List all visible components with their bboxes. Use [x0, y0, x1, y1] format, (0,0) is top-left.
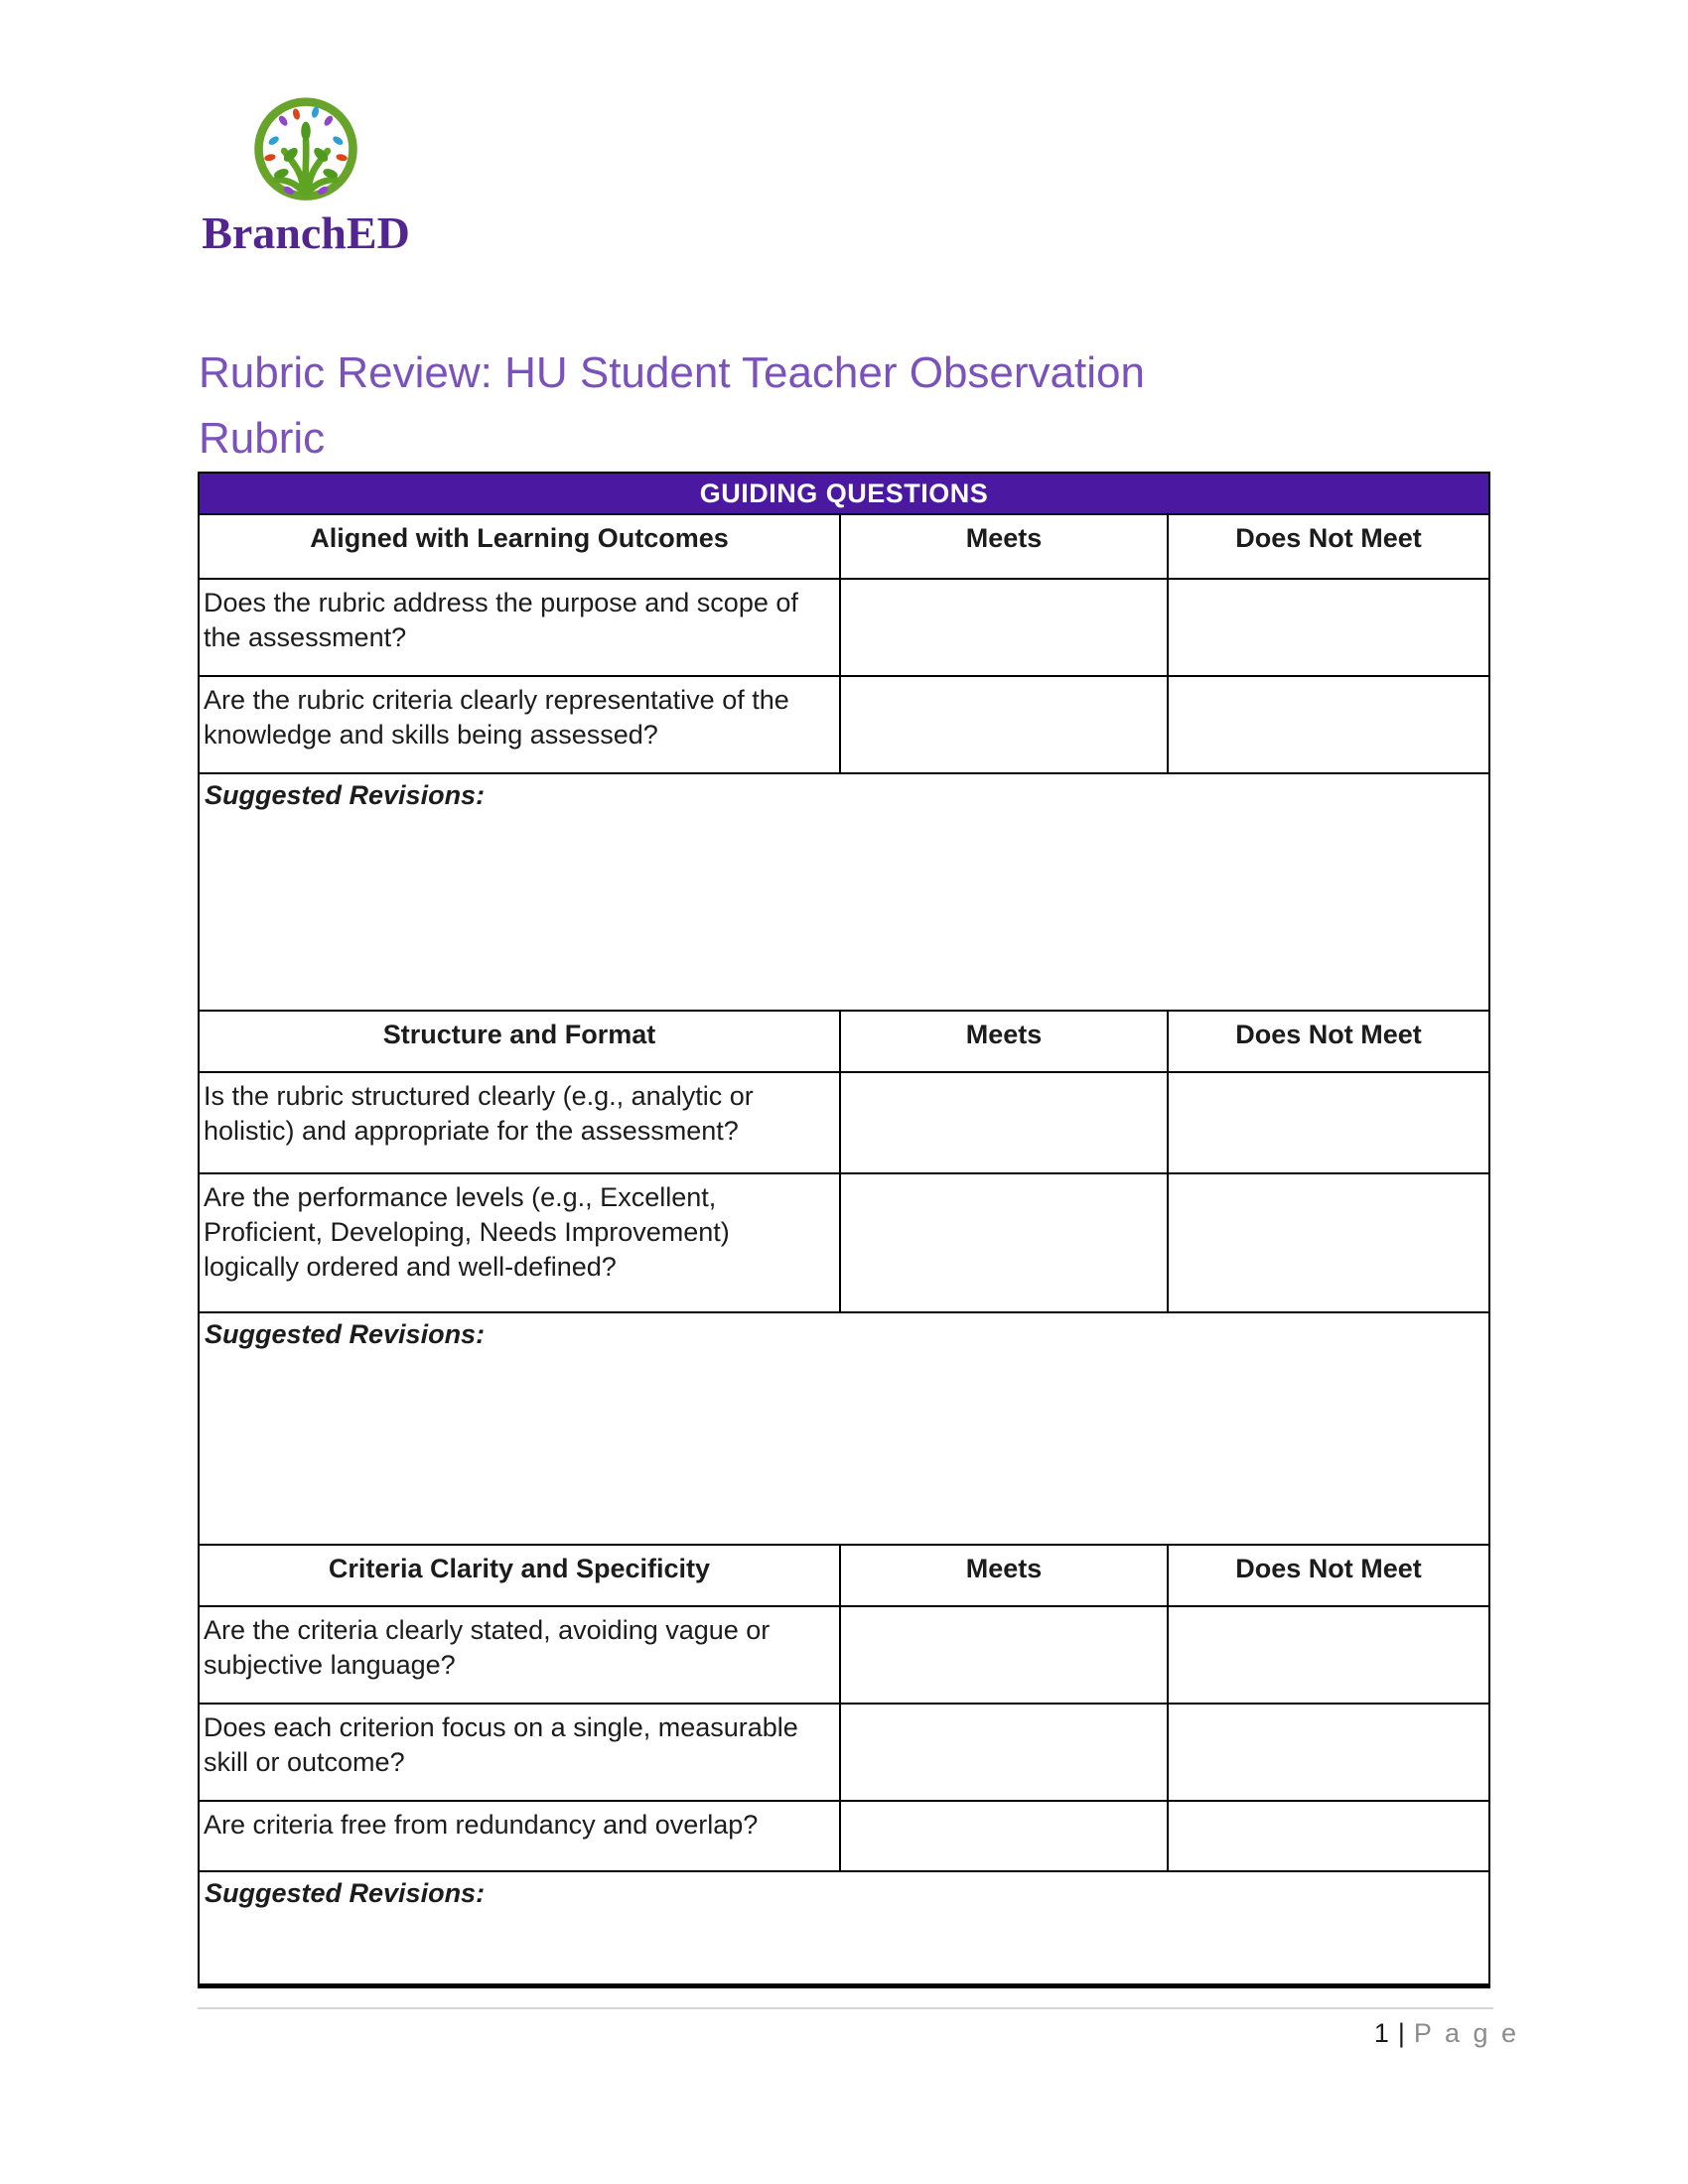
meets-column-header: Meets — [840, 1011, 1168, 1072]
question-text: Are the rubric criteria clearly representative of the knowledge and skills being assessed? — [199, 676, 840, 773]
does-not-meet-column-header: Does Not Meet — [1168, 1011, 1489, 1072]
page-number: 1 — [1373, 2018, 1389, 2048]
question-text: Are the performance levels (e.g., Excellent, Proficient, Developing, Needs Improvement) logically ordered and well-defined? — [199, 1173, 840, 1312]
does-not-meet-answer-cell[interactable] — [1168, 1606, 1489, 1704]
question-text: Are the criteria clearly stated, avoiding vague or subjective language? — [199, 1606, 840, 1704]
table-row — [199, 1871, 1489, 1985]
suggested-revisions-label: Suggested Revisions: — [205, 1319, 486, 1349]
page-title: Rubric Review: HU Student Teacher Observation Rubric — [199, 348, 1145, 464]
does-not-meet-column-header: Does Not Meet — [1168, 1545, 1489, 1606]
section-header-criteria-clarity: Criteria Clarity and Specificity — [199, 1545, 840, 1606]
question-text: Does the rubric address the purpose and scope of the assessment? — [199, 579, 840, 676]
table-row — [199, 1606, 1489, 1704]
suggested-revisions-cell[interactable] — [199, 773, 1489, 1011]
table-row — [199, 1173, 1489, 1312]
guiding-questions-table — [198, 472, 1490, 1988]
meets-answer-cell[interactable] — [840, 676, 1168, 773]
does-not-meet-answer-cell[interactable] — [1168, 579, 1489, 676]
table-row — [199, 773, 1489, 1011]
table-row — [199, 1011, 1489, 1072]
meets-answer-cell[interactable] — [840, 1801, 1168, 1871]
table-row — [199, 676, 1489, 773]
question-text: Is the rubric structured clearly (e.g., analytic or holistic) and appropriate for the assessment? — [199, 1072, 840, 1173]
suggested-revisions-cell[interactable] — [199, 1312, 1489, 1545]
section-header-aligned-outcomes: Aligned with Learning Outcomes — [199, 514, 840, 579]
meets-answer-cell[interactable] — [840, 1072, 1168, 1173]
does-not-meet-answer-cell[interactable] — [1168, 1072, 1489, 1173]
page-word: P a g e — [1413, 2018, 1519, 2048]
suggested-revisions-label: Suggested Revisions: — [205, 780, 486, 810]
does-not-meet-answer-cell[interactable] — [1168, 676, 1489, 773]
suggested-revisions-cell[interactable] — [199, 1871, 1489, 1985]
page-number-separator: | — [1397, 2018, 1405, 2048]
table-row — [199, 1801, 1489, 1871]
suggested-revisions-label: Suggested Revisions: — [205, 1878, 486, 1908]
table-row — [199, 1545, 1489, 1606]
meets-answer-cell[interactable] — [840, 1606, 1168, 1704]
question-text: Are criteria free from redundancy and overlap? — [199, 1801, 840, 1871]
table-banner: GUIDING QUESTIONS — [199, 473, 1489, 514]
table-row — [199, 473, 1489, 514]
does-not-meet-answer-cell[interactable] — [1168, 1704, 1489, 1801]
does-not-meet-answer-cell[interactable] — [1168, 1801, 1489, 1871]
table-row — [199, 1072, 1489, 1173]
table-row — [199, 579, 1489, 676]
footer-divider — [198, 2007, 1493, 2009]
meets-answer-cell[interactable] — [840, 579, 1168, 676]
meets-answer-cell[interactable] — [840, 1704, 1168, 1801]
branched-tree-icon — [249, 95, 362, 208]
meets-answer-cell[interactable] — [840, 1173, 1168, 1312]
meets-column-header: Meets — [840, 1545, 1168, 1606]
table-row — [199, 514, 1489, 579]
brand-wordmark: BranchED — [202, 207, 410, 258]
branched-logo — [198, 95, 414, 256]
table-row — [199, 1312, 1489, 1545]
section-header-structure-format: Structure and Format — [199, 1011, 840, 1072]
question-text: Does each criterion focus on a single, measurable skill or outcome? — [199, 1704, 840, 1801]
does-not-meet-answer-cell[interactable] — [1168, 1173, 1489, 1312]
meets-column-header: Meets — [840, 514, 1168, 579]
table-row — [199, 1704, 1489, 1801]
page-number-footer — [198, 2018, 1519, 2049]
does-not-meet-column-header: Does Not Meet — [1168, 514, 1489, 579]
